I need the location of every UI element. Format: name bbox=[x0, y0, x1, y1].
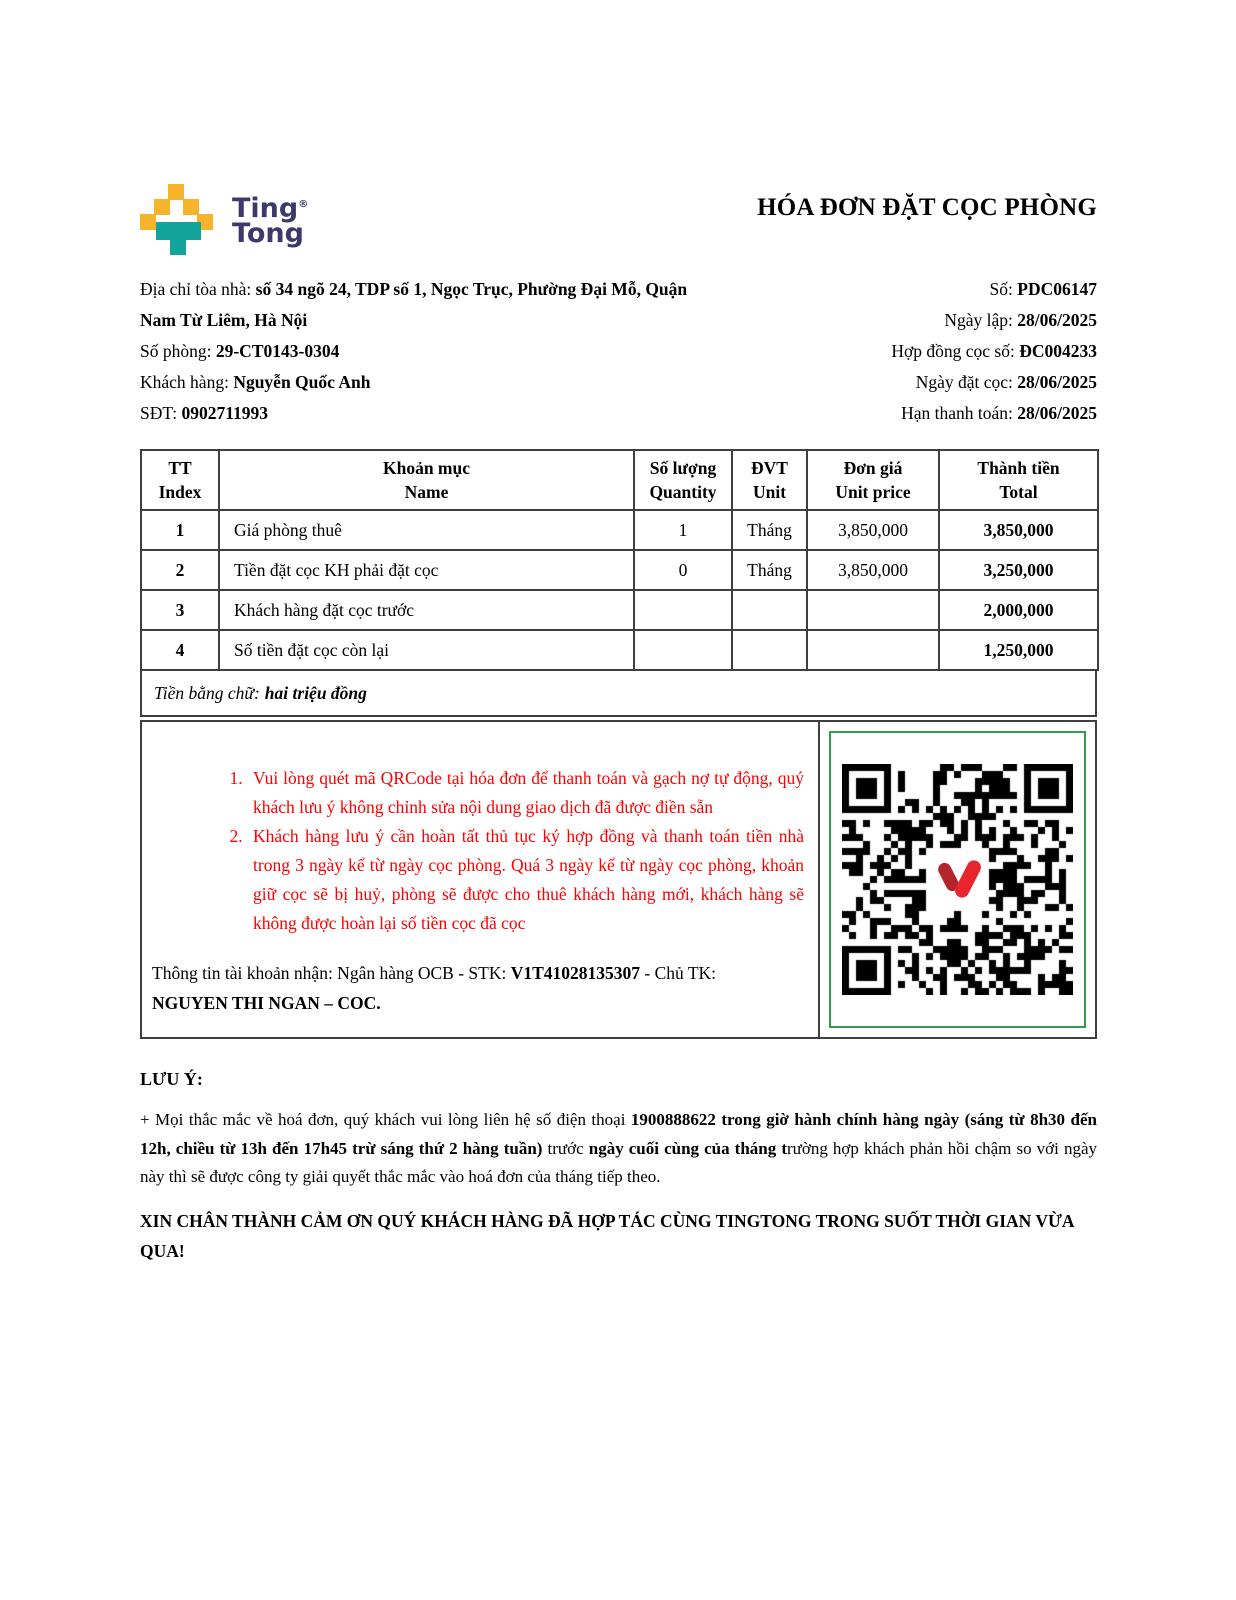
due-date-line: Hạn thanh toán: 28/06/2025 bbox=[901, 403, 1097, 423]
contract-number-line: Hợp đồng cọc số: ĐC004233 bbox=[891, 341, 1097, 361]
registered-mark: ® bbox=[298, 199, 309, 210]
amount-in-words-value: hai triệu đồng bbox=[264, 682, 367, 703]
cell-name: Giá phòng thuê bbox=[219, 510, 634, 550]
red-note-item: 2. Khách hàng lưu ý cần hoàn tất thủ tục ký hợp đồng và thanh toán tiền nhà trong 3 ngày kể từ ngày cọc phòng. Quá 3 ngày kể từ ngày cọc phòng, khoản giữ cọc sẽ bị huỷ, phòng sẽ được cho thuê khách hàng mới, khách hàng sẽ không được hoàn lại số tiền cọc đã cọc bbox=[247, 822, 804, 938]
tingtong-logo-icon bbox=[140, 182, 216, 256]
table-row bbox=[141, 590, 1098, 630]
invoice-number-line: Số: PDC06147 bbox=[989, 279, 1097, 299]
amount-in-words-label: Tiền bằng chữ: bbox=[154, 682, 260, 703]
cell-name: Tiền đặt cọc KH phải đặt cọc bbox=[219, 550, 634, 590]
cell-quantity bbox=[634, 590, 732, 630]
red-notes-list bbox=[142, 764, 818, 938]
cell-unit-price bbox=[807, 630, 939, 670]
qr-green-frame bbox=[829, 731, 1086, 1028]
room-number-line: Số phòng: 29-CT0143-0304 bbox=[140, 341, 340, 361]
table-header-cell: Đơn giá Unit price bbox=[807, 450, 939, 510]
qr-cell bbox=[820, 722, 1095, 1037]
cell-index: 4 bbox=[141, 630, 219, 670]
table-header-cell: Khoản mục Name bbox=[219, 450, 634, 510]
building-address-line: Địa chỉ tòa nhà: số 34 ngõ 24, TDP số 1, Ngọc Trục, Phường Đại Mỗ, Quận Nam Từ Liêm, Hà Nội bbox=[140, 279, 688, 330]
invoice-info-right bbox=[705, 274, 1097, 429]
table-row bbox=[141, 550, 1098, 590]
cell-quantity: 1 bbox=[634, 510, 732, 550]
cell-index: 1 bbox=[141, 510, 219, 550]
red-note-item: 1. Vui lòng quét mã QRCode tại hóa đơn để thanh toán và gạch nợ tự động, quý khách lưu ý không chỉnh sửa nội dung giao dịch đã được điền sẵn bbox=[247, 764, 804, 822]
table-row bbox=[141, 630, 1098, 670]
deposit-date-line: Ngày đặt cọc: 28/06/2025 bbox=[915, 372, 1097, 392]
notes-section bbox=[142, 722, 820, 1037]
amount-in-words-row bbox=[140, 671, 1097, 717]
cell-name: Số tiền đặt cọc còn lại bbox=[219, 630, 634, 670]
items-table bbox=[140, 449, 1099, 671]
cell-total: 3,850,000 bbox=[939, 510, 1098, 550]
phone-line: SĐT: 0902711993 bbox=[140, 403, 268, 423]
cell-unit-price: 3,850,000 bbox=[807, 510, 939, 550]
cell-unit-price bbox=[807, 590, 939, 630]
header bbox=[140, 182, 1097, 256]
table-header-cell: Thành tiền Total bbox=[939, 450, 1098, 510]
cell-total: 1,250,000 bbox=[939, 630, 1098, 670]
qr-center-v-logo bbox=[935, 857, 981, 903]
cell-name: Khách hàng đặt cọc trước bbox=[219, 590, 634, 630]
payment-qr-code bbox=[842, 764, 1073, 995]
cell-unit bbox=[732, 590, 807, 630]
brand-logo bbox=[140, 182, 308, 256]
issue-date-line: Ngày lập: 28/06/2025 bbox=[944, 310, 1097, 330]
cell-quantity: 0 bbox=[634, 550, 732, 590]
cell-unit: Tháng bbox=[732, 550, 807, 590]
notice-paragraph: + Mọi thắc mắc về hoá đơn, quý khách vui lòng liên hệ số điện thoại 1900888622 trong giờ hành chính hàng ngày (sáng từ 8h30 đến 12h, chiều từ 13h đến 17h45 trừ sáng thứ 2 hàng tuần) trước ngày cuối cùng của tháng trường hợp khách phản hồi chậm so với ngày này thì sẽ được công ty giải quyết thắc mắc vào hoá đơn của tháng tiếp theo. bbox=[140, 1110, 1097, 1186]
cell-unit-price: 3,850,000 bbox=[807, 550, 939, 590]
cell-index: 3 bbox=[141, 590, 219, 630]
customer-line: Khách hàng: Nguyễn Quốc Anh bbox=[140, 372, 371, 392]
notes-and-qr-box bbox=[140, 720, 1097, 1039]
brand-wordmark bbox=[232, 192, 309, 249]
notice-heading: LƯU Ý: bbox=[140, 1069, 203, 1089]
cell-index: 2 bbox=[141, 550, 219, 590]
cell-unit bbox=[732, 630, 807, 670]
items-table-header bbox=[141, 450, 1098, 510]
cell-unit: Tháng bbox=[732, 510, 807, 550]
cell-total: 2,000,000 bbox=[939, 590, 1098, 630]
invoice-info-left bbox=[140, 274, 705, 429]
table-header-cell: Số lượng Quantity bbox=[634, 450, 732, 510]
invoice-info bbox=[140, 274, 1097, 429]
thank-you-paragraph: XIN CHÂN THÀNH CẢM ƠN QUÝ KHÁCH HÀNG ĐÃ HỢP TÁC CÙNG TINGTONG TRONG SUỐT THỜI GIAN VỪA QUA! bbox=[140, 1210, 1074, 1261]
cell-quantity bbox=[634, 630, 732, 670]
brand-line2: Tong bbox=[232, 218, 304, 249]
table-header-cell: TT Index bbox=[141, 450, 219, 510]
bank-account-info: Thông tin tài khoản nhận: Ngân hàng OCB - STK: V1T41028135307 - Chủ TK: NGUYEN THI NGAN – COC. bbox=[152, 963, 717, 1013]
table-row bbox=[141, 510, 1098, 550]
table-header-cell: ĐVT Unit bbox=[732, 450, 807, 510]
cell-total: 3,250,000 bbox=[939, 550, 1098, 590]
page-title: HÓA ĐƠN ĐẶT CỌC PHÒNG bbox=[757, 194, 1097, 221]
brand-line1: Ting bbox=[232, 193, 299, 224]
invoice-page bbox=[140, 182, 1097, 1266]
